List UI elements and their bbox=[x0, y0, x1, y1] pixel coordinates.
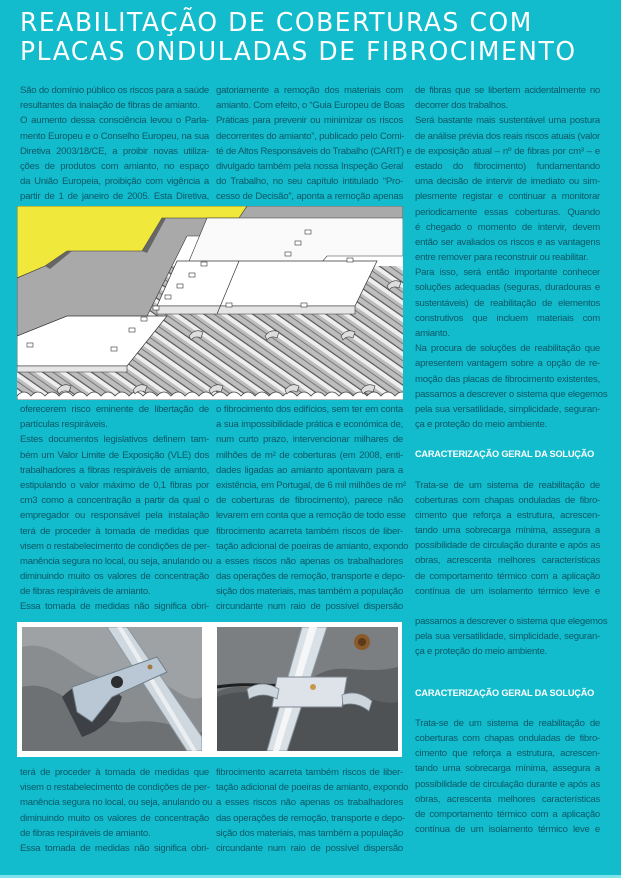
photo-frame bbox=[17, 622, 402, 757]
text-line: diminuindo muito os valores de concentração bbox=[20, 571, 209, 583]
text-line: Na procura de soluções de reabilitação que bbox=[415, 343, 600, 355]
text-line: fibrocimento acarreta também riscos de liber- bbox=[216, 525, 403, 537]
text-line: milhões de m² de coberturas (em 2008, enti- bbox=[216, 449, 403, 461]
text-line: entre remover para reconstruir ou reabilitar. bbox=[415, 252, 589, 264]
text-line: sição dos materiais, mas também a população bbox=[216, 586, 404, 598]
column-3-paragraphs-a bbox=[415, 83, 608, 432]
column-3-paragraphs-c bbox=[415, 614, 608, 660]
text-line: manência segura no local, ou seja, anulando ou bbox=[20, 797, 213, 809]
text-line: das operações de remoção, transporte e depo- bbox=[216, 571, 405, 583]
text-line: tação adicional de poeiras de amianto, expondo bbox=[216, 540, 409, 552]
text-line: Trata-se de um sistema de reabilitação de bbox=[415, 479, 600, 491]
text-line: passamos a descrever o sistema que elegemos bbox=[415, 616, 608, 627]
text-line: de fibras que se libertem acidentalmente no bbox=[415, 85, 600, 96]
section-heading: CARACTERIZAÇÃO GERAL DA SOLUÇÃO bbox=[415, 449, 595, 460]
column-1-top-text bbox=[20, 83, 209, 205]
text-line: num curto prazo, intervencionar milhares de bbox=[216, 434, 403, 446]
text-line: da União Europeia, proibição com vigência a bbox=[20, 176, 209, 188]
text-line: soluções adequadas (seguras, duradouras e bbox=[415, 282, 600, 294]
text-line: periodicamente essas coberturas. Quando bbox=[415, 206, 600, 218]
text-line: possibilidade de circulação durante e após as bbox=[415, 540, 600, 552]
text-line: pela sua versatilidade, simplicidade, seguran- bbox=[415, 403, 600, 415]
text-line: estipulando o valor máximo de 0,1 fibras por bbox=[20, 479, 209, 491]
text-line: mento Europeu e o Conselho Europeu, na sua bbox=[20, 130, 209, 142]
title-line-1: REABILITAÇÃO DE COBERTURAS COM bbox=[20, 8, 533, 38]
text-line: a esses riscos não apenas os trabalhadores bbox=[216, 555, 403, 567]
text-line: amianto. bbox=[415, 328, 450, 339]
text-line: sustentáveis) de reabilitação de elementos bbox=[415, 297, 600, 309]
text-line: coberturas com chapas onduladas de fibro- bbox=[415, 732, 600, 744]
text-line: de fibras respiráveis de amianto. bbox=[20, 586, 151, 598]
text-line: partículas respiráveis. bbox=[20, 419, 108, 431]
text-line: tação adicional de poeiras de amianto, expondo bbox=[216, 782, 409, 794]
text-line: decorrer dos trabalhos. bbox=[415, 100, 508, 112]
text-line: de exposição atual – nº de fibras por cm³ – e bbox=[415, 145, 600, 157]
text-line: Será bastante mais sustentável uma postura bbox=[415, 115, 600, 127]
text-line: circundante num raio de possível dispersão bbox=[216, 842, 403, 854]
text-line: passamos a descrever o sistema que elegemos bbox=[415, 388, 608, 400]
text-line: de comportamento térmico com a aplicação bbox=[415, 570, 600, 582]
text-line: Diretiva 2003/18/CE, a proibir novas utiliza- bbox=[20, 145, 209, 157]
text-line: Trata-se de um sistema de reabilitação de bbox=[415, 717, 600, 729]
text-line: empregador ou responsável pela instalação bbox=[20, 510, 209, 522]
text-line: é chegado o momento de intervir, devem bbox=[415, 221, 600, 233]
text-line: plesmente registar e continuar a monitorar bbox=[415, 191, 600, 203]
text-line: contínua de um isolamento térmico leve e bbox=[415, 585, 600, 597]
text-line: divulgado também pela nossa Inspeção Geral bbox=[216, 160, 403, 172]
column-1-bottom-text bbox=[20, 765, 213, 856]
text-line: apresentem vantagem sobre a opção de re- bbox=[415, 358, 600, 370]
text-line: amianto. Com efeito, o “Guia Europeu de Boas bbox=[216, 100, 405, 112]
white-panel bbox=[157, 261, 377, 306]
text-line: existência, em Portugal, de 6 mil milhões de m² bbox=[216, 479, 406, 491]
text-line: circundante num raio de possível dispersão bbox=[216, 601, 403, 613]
text-line: então ser avaliados os riscos e as vantagens bbox=[415, 236, 600, 248]
text-line: do Trabalho, no seu capítulo intitulado “Pro- bbox=[216, 176, 403, 188]
roof-rehabilitation-diagram bbox=[17, 206, 403, 400]
text-line: das operações de remoção, transporte e depo- bbox=[216, 812, 405, 824]
text-line: Práticas para prevenir ou minimizar os riscos bbox=[216, 115, 403, 127]
text-line: resultantes da inalação de fibras de amianto. bbox=[20, 100, 200, 112]
text-line: diminuindo muito os valores de concentração bbox=[20, 812, 209, 824]
column-2-middle-text bbox=[216, 402, 409, 615]
column-2-bottom-text bbox=[216, 765, 409, 856]
text-line: trabalhadores a fibras respiráveis de amianto, bbox=[20, 464, 209, 476]
column-3-paragraphs-d bbox=[415, 716, 600, 838]
text-line: terá de proceder à tomada de medidas que bbox=[20, 525, 209, 537]
text-line: Essa tomada de medidas não significa obri- bbox=[20, 842, 209, 854]
text-line: cimento que reforça a estrutura, acrescen- bbox=[415, 509, 600, 521]
text-line: cimento que reforça a estrutura, acrescen- bbox=[415, 748, 600, 760]
text-line: ça e proteção do meio ambiente. bbox=[415, 646, 547, 658]
text-line: visem o restabelecimento de condições de per- bbox=[20, 540, 210, 552]
title-line-2: PLACAS ONDULADAS DE FIBROCIMENTO bbox=[20, 37, 577, 67]
text-line: obras, acrescenta melhores características bbox=[415, 555, 600, 567]
text-line: moção das placas de fibrocimento existentes, bbox=[415, 373, 600, 385]
text-line: bém um Valor Limite de Exposição (VLE) dos bbox=[20, 449, 209, 461]
column-3-text bbox=[415, 83, 608, 837]
section-heading-repeat: CARACTERIZAÇÃO GERAL DA SOLUÇÃO bbox=[415, 687, 595, 698]
text-line: O aumento dessa consciência levou o Parla- bbox=[20, 115, 209, 127]
text-line: tando uma sobrecarga mínima, assegura a bbox=[415, 763, 600, 775]
text-line: ções de produtos com amianto, no espaço bbox=[20, 160, 209, 172]
column-1-middle-text bbox=[20, 402, 213, 615]
text-line: de comportamento térmico com a aplicação bbox=[415, 808, 600, 820]
bracket-on-corrugated-sheet-photo bbox=[22, 627, 202, 751]
text-line: fibrocimento acarreta também riscos de liber- bbox=[216, 767, 403, 778]
text-line: Essa tomada de medidas não significa obri- bbox=[20, 601, 209, 613]
text-line: gatoriamente a remoção dos materiais com bbox=[216, 85, 403, 96]
text-line: terá de proceder à tomada de medidas que bbox=[20, 767, 209, 778]
text-line: ça e proteção do meio ambiente. bbox=[415, 419, 547, 431]
text-line: oferecerem risco eminente de libertação de bbox=[20, 404, 209, 415]
text-line: té de Altos Responsáveis do Trabalho (CARIT) e bbox=[216, 145, 412, 157]
text-line: pela sua versatilidade, simplicidade, seguran- bbox=[415, 631, 600, 643]
text-line: sição dos materiais, mas também a população bbox=[216, 827, 404, 839]
text-line: de análise prévia dos reais riscos atuais (valor bbox=[415, 130, 600, 142]
text-line: partir de 1 de janeiro de 2005. Esta Diretiva, bbox=[20, 191, 209, 203]
text-line: construtivos que incluem materiais com bbox=[415, 312, 600, 324]
text-line: de fibras respiráveis de amianto. bbox=[20, 827, 151, 839]
text-line: Para isso, será então importante conhecer bbox=[415, 267, 600, 279]
article-title bbox=[20, 9, 608, 67]
text-line: possibilidade de circulação durante e após as bbox=[415, 778, 600, 790]
text-line: coberturas com chapas onduladas de fibro- bbox=[415, 494, 600, 506]
column-3-paragraphs-b bbox=[415, 478, 600, 600]
clip-fixing-on-corrugated-sheet-photo bbox=[217, 627, 398, 751]
text-line: São do domínio público os riscos para a saúde bbox=[20, 85, 209, 96]
text-line: a sua impossibilidade prática e económica de, bbox=[216, 419, 403, 431]
text-line: estado do fibrocimento) fundamentando bbox=[415, 160, 600, 172]
text-line: uma decisão de intervir de imediato ou sim- bbox=[415, 176, 600, 188]
text-line: obras, acrescenta melhores características bbox=[415, 793, 600, 805]
text-line: levarem em conta que a remoção de todo esse bbox=[216, 510, 406, 522]
text-line: visem o restabelecimento de condições de per- bbox=[20, 782, 210, 794]
text-line: decorrentes do amianto”, publicado pelo Comi- bbox=[216, 130, 405, 142]
text-line: manência segura no local, ou seja, anulando ou bbox=[20, 555, 213, 567]
diagram-graphic bbox=[17, 206, 403, 400]
text-line: o fibrocimento dos edifícios, sem ter em conta bbox=[216, 404, 403, 415]
text-line: a esses riscos não apenas os trabalhadores bbox=[216, 797, 403, 809]
column-2-top-text bbox=[216, 83, 412, 205]
text-line: cesso de Decisão”, aponta a remoção apenas bbox=[216, 191, 403, 203]
text-line: tando uma sobrecarga mínima, assegura a bbox=[415, 525, 600, 537]
text-line: dades ligadas ao amianto apontavam para a bbox=[216, 464, 403, 476]
text-line: contínua de um isolamento térmico leve e bbox=[415, 824, 600, 836]
text-line: Estes documentos legislativos definem tam- bbox=[20, 434, 209, 446]
text-line: de coberturas de fibrocimento), parece não bbox=[216, 495, 403, 507]
text-line: cm3 como a concentração a partir da qual o bbox=[20, 495, 209, 507]
